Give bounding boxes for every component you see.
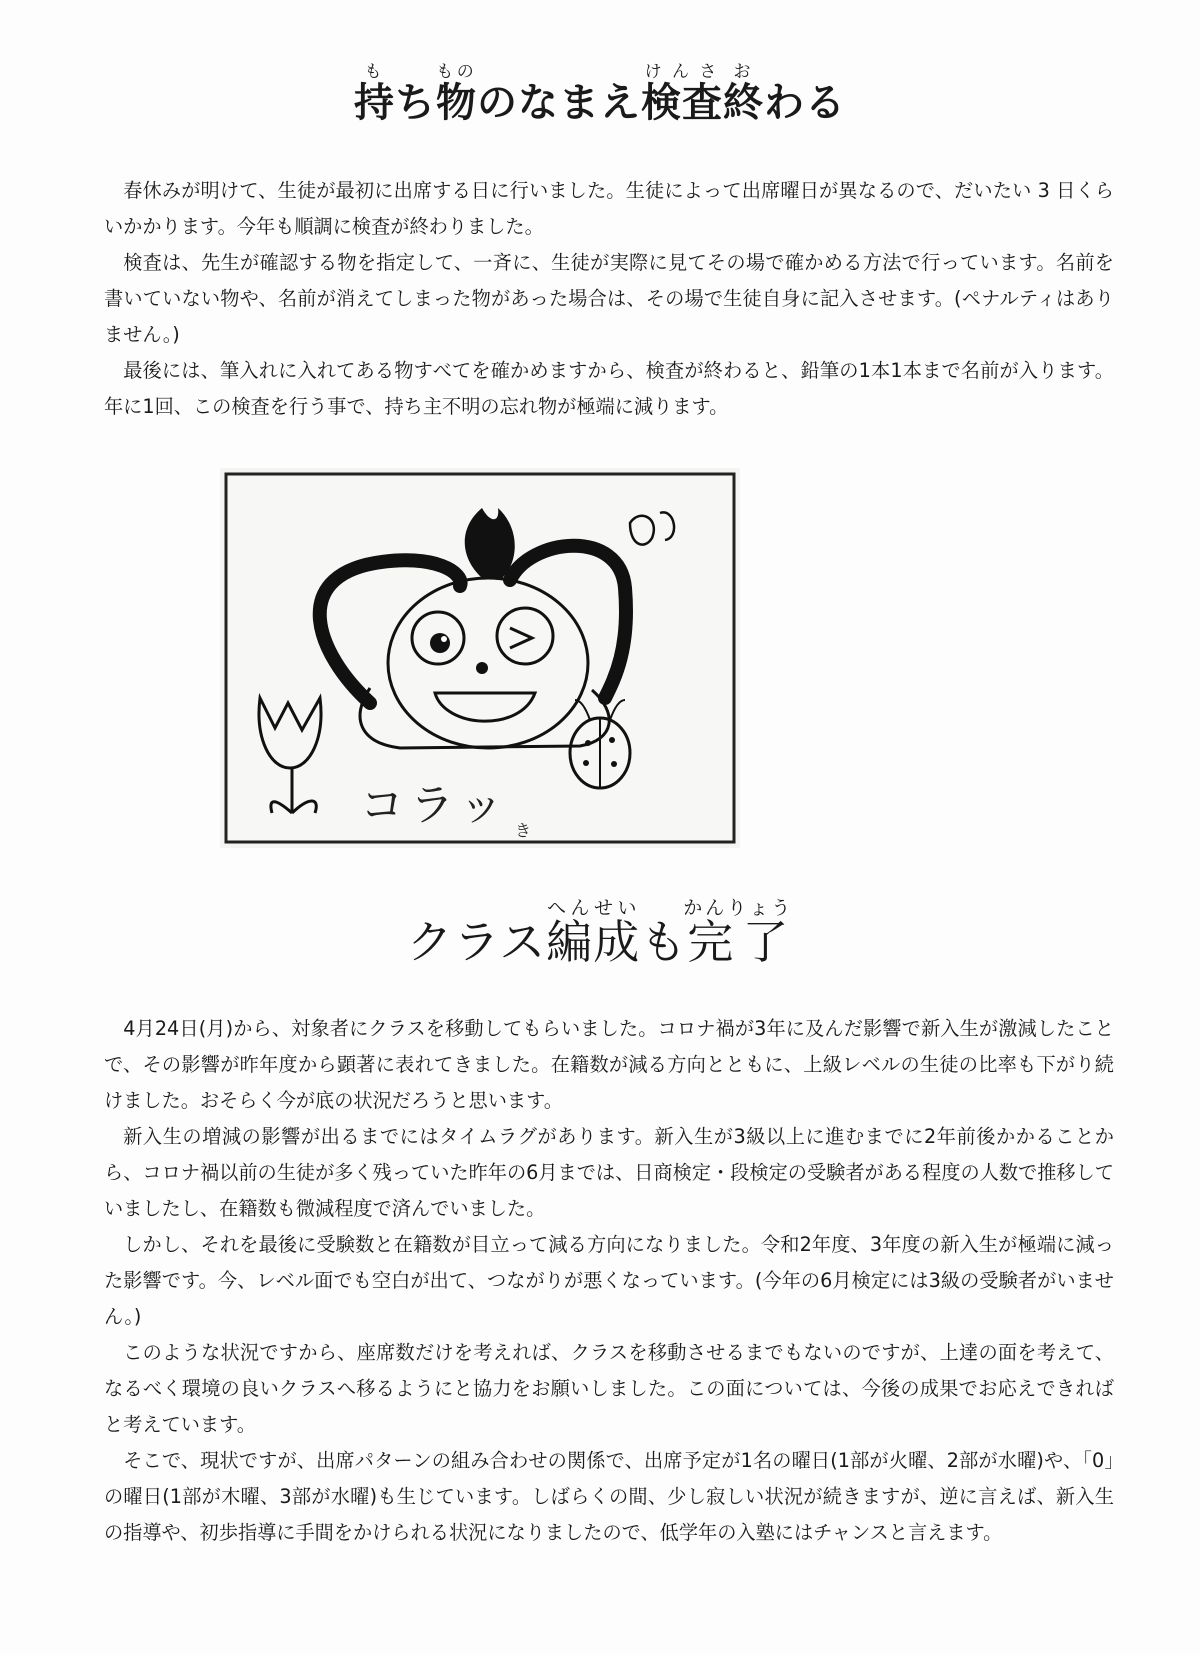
left-pupil: [430, 633, 450, 653]
title-word: クラス: [406, 915, 547, 969]
title-word: 編成へんせい: [546, 897, 641, 969]
paragraph: 最後には、筆入れに入れてある物すべてを確かめますから、検査が終わると、鉛筆の1本1本まで名前が入ります。年に1回、この検査を行う事で、持ち主不明の忘れ物が極端に減ります。: [104, 359, 1114, 418]
paragraph: 春休みが明けて、生徒が最初に出席する日に行いました。生徒によって出席曜日が異なるので、だいたい 3 日くらいかかります。今年も順調に検査が終わりました。: [104, 179, 1114, 238]
paragraph: しかし、それを最後に受験数と在籍数が目立って減る方向になりました。令和2年度、3年度の新入生が極端に減った影響です。今、レベル面でも空白が出て、つながりが悪くなっています。(今年の6月検定には3級の受験者がいません。): [104, 1233, 1114, 1328]
title-word: 物もの: [436, 62, 477, 126]
paragraph: このような状況ですから、座席数だけを考えれば、クラスを移動させるまでもないのですが、上達の面を考えて、なるべく環境の良いクラスへ移るようにと協力をお願いしました。この面については、今後の成果でお応えできればと考えています。: [104, 1341, 1114, 1436]
title-word: のなまえ: [477, 80, 641, 126]
title-word: ち: [395, 80, 436, 126]
drawing-signature: き: [515, 821, 532, 840]
title-word: 持も: [354, 62, 395, 126]
character-drawing: [220, 468, 740, 848]
section-1-title-text: [354, 62, 846, 126]
section-2-title-text: [406, 897, 794, 969]
child-drawing-image: [220, 468, 740, 848]
furigana: お: [723, 62, 764, 82]
furigana: も: [354, 62, 395, 82]
nose: [476, 662, 488, 674]
title-word: 終お: [723, 62, 764, 126]
furigana: もの: [436, 62, 477, 82]
paragraph: 検査は、先生が確認する物を指定して、一斉に、生徒が実際に見てその場で確かめる方法で行っています。名前を書いていない物や、名前が消えてしまった物があった場合は、その場で生徒自身に記入させます。(ペナルティはありません。): [104, 251, 1114, 346]
paragraph: そこで、現状ですが、出席パターンの組み合わせの関係で、出席予定が1名の曜日(1部が火曜、2部が水曜)や、「0」の曜日(1部が木曜、3部が水曜)も生じています。しばらくの間、少し寂しい状況が続きますが、逆に言えば、新入生の指導や、初歩指導に手間をかけられる状況になりましたので、低学年の入塾にはチャンスと言えます。: [104, 1449, 1114, 1544]
title-word: 検査けんさ: [641, 62, 723, 126]
title-word: も: [640, 915, 688, 969]
paragraph: 新入生の増減の影響が出るまでにはタイムラグがあります。新入生が3級以上に進むまでに2年前後かかることから、コロナ禍以前の生徒が多く残っていた昨年の6月までは、日商検定・段検定の受験者がある程度の人数で推移していましたし、在籍数も微減程度で済んでいました。: [104, 1125, 1114, 1220]
furigana: けんさ: [641, 62, 723, 82]
paragraph: 4月24日(月)から、対象者にクラスを移動してもらいました。コロナ禍が3年に及んだ影響で新入生が激減したことで、その影響が昨年度から顕著に表れてきました。在籍数が減る方向とともに、上級レベルの生徒の比率も下がり続けました。おそらく今が底の状況だろうと思います。: [104, 1017, 1114, 1112]
section-2-title: [0, 897, 1200, 972]
furigana: かんりょう: [683, 897, 794, 919]
title-word: わる: [764, 80, 846, 126]
section-1-body: [104, 173, 1114, 425]
drawing-caption: コラッ: [360, 780, 510, 831]
section-1-title: [0, 62, 1200, 128]
section-2-body: [104, 1011, 1114, 1551]
title-word: 完了かんりょう: [683, 897, 794, 969]
furigana: へんせい: [546, 897, 641, 919]
